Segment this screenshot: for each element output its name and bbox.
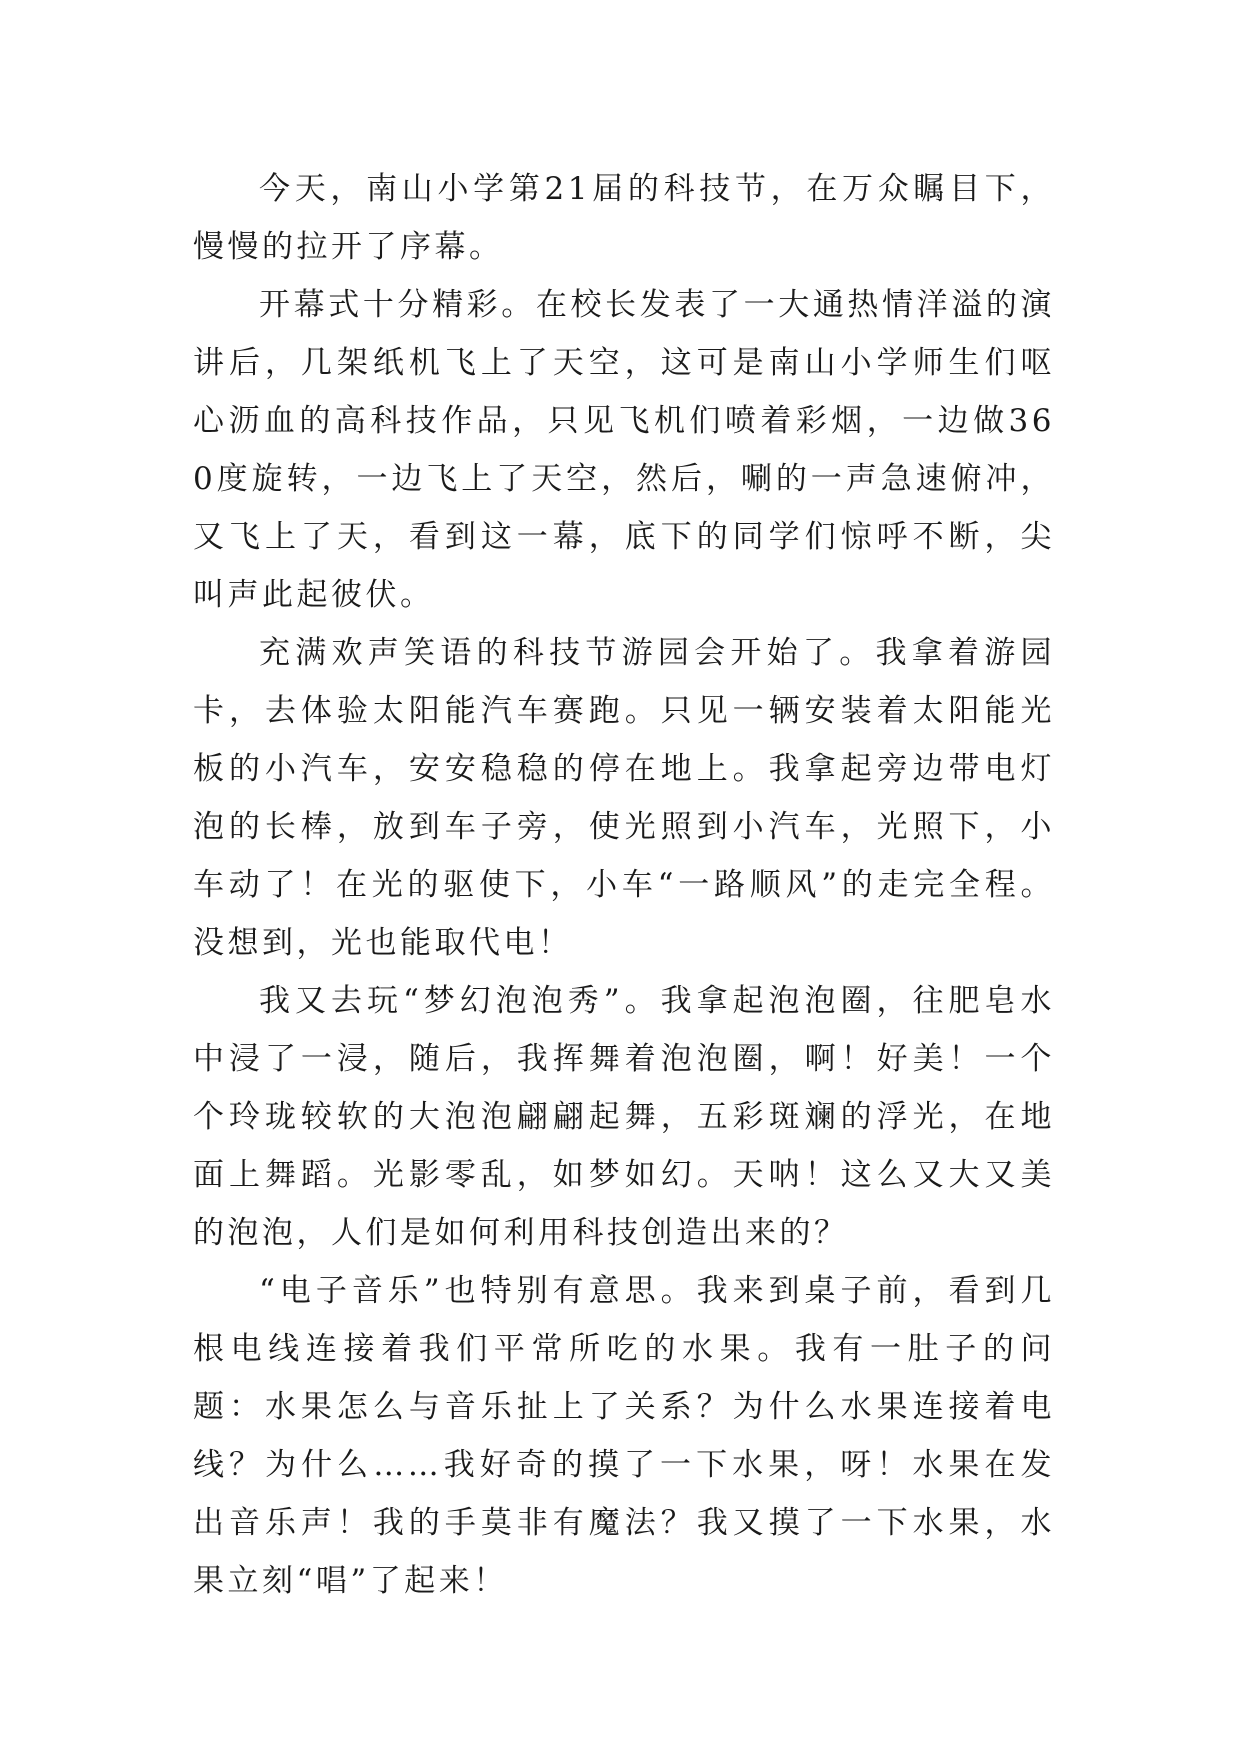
paragraph-electronic-music: “电子音乐”也特别有意思。我来到桌子前，看到几根电线连接着我们平常所吃的水果。我有一肚子的问题：水果怎么与音乐扯上了关系？为什么水果连接着电线？为什么……我好奇的摸了一下水果，呀！水果在发出音乐声！我的手莫非有魔法？我又摸了一下水果，水果立刻“唱”了起来！ <box>193 1273 1055 1599</box>
paragraph-opening: 今天，南山小学第21届的科技节，在万众瞩目下，慢慢的拉开了序幕。 <box>193 171 1055 265</box>
paragraph-bubble-show: 我又去玩“梦幻泡泡秀”。我拿起泡泡圈，往肥皂水中浸了一浸，随后，我挥舞着泡泡圈，啊！好美！一个个玲珑较软的大泡泡翩翩起舞，五彩斑斓的浮光，在地面上舞蹈。光影零乱，如梦如幻。天呐！这么又大又美的泡泡，人们是如何利用科技创造出来的？ <box>193 983 1055 1251</box>
paragraph-ceremony: 开幕式十分精彩。在校长发表了一大通热情洋溢的演讲后，几架纸机飞上了天空，这可是南山小学师生们呕心沥血的高科技作品，只见飞机们喷着彩烟，一边做360度旋转，一边飞上了天空，然后，唰的一声急速俯冲，又飞上了天，看到这一幕，底下的同学们惊呼不断，尖叫声此起彼伏。 <box>193 287 1055 613</box>
paragraph-solar-car: 充满欢声笑语的科技节游园会开始了。我拿着游园卡，去体验太阳能汽车赛跑。只见一辆安装着太阳能光板的小汽车，安安稳稳的停在地上。我拿起旁边带电灯泡的长棒，放到车子旁，使光照到小汽车，光照下，小车动了！在光的驱使下，小车“一路顺风”的走完全程。没想到，光也能取代电！ <box>193 635 1055 961</box>
document-body <box>193 160 1055 1610</box>
